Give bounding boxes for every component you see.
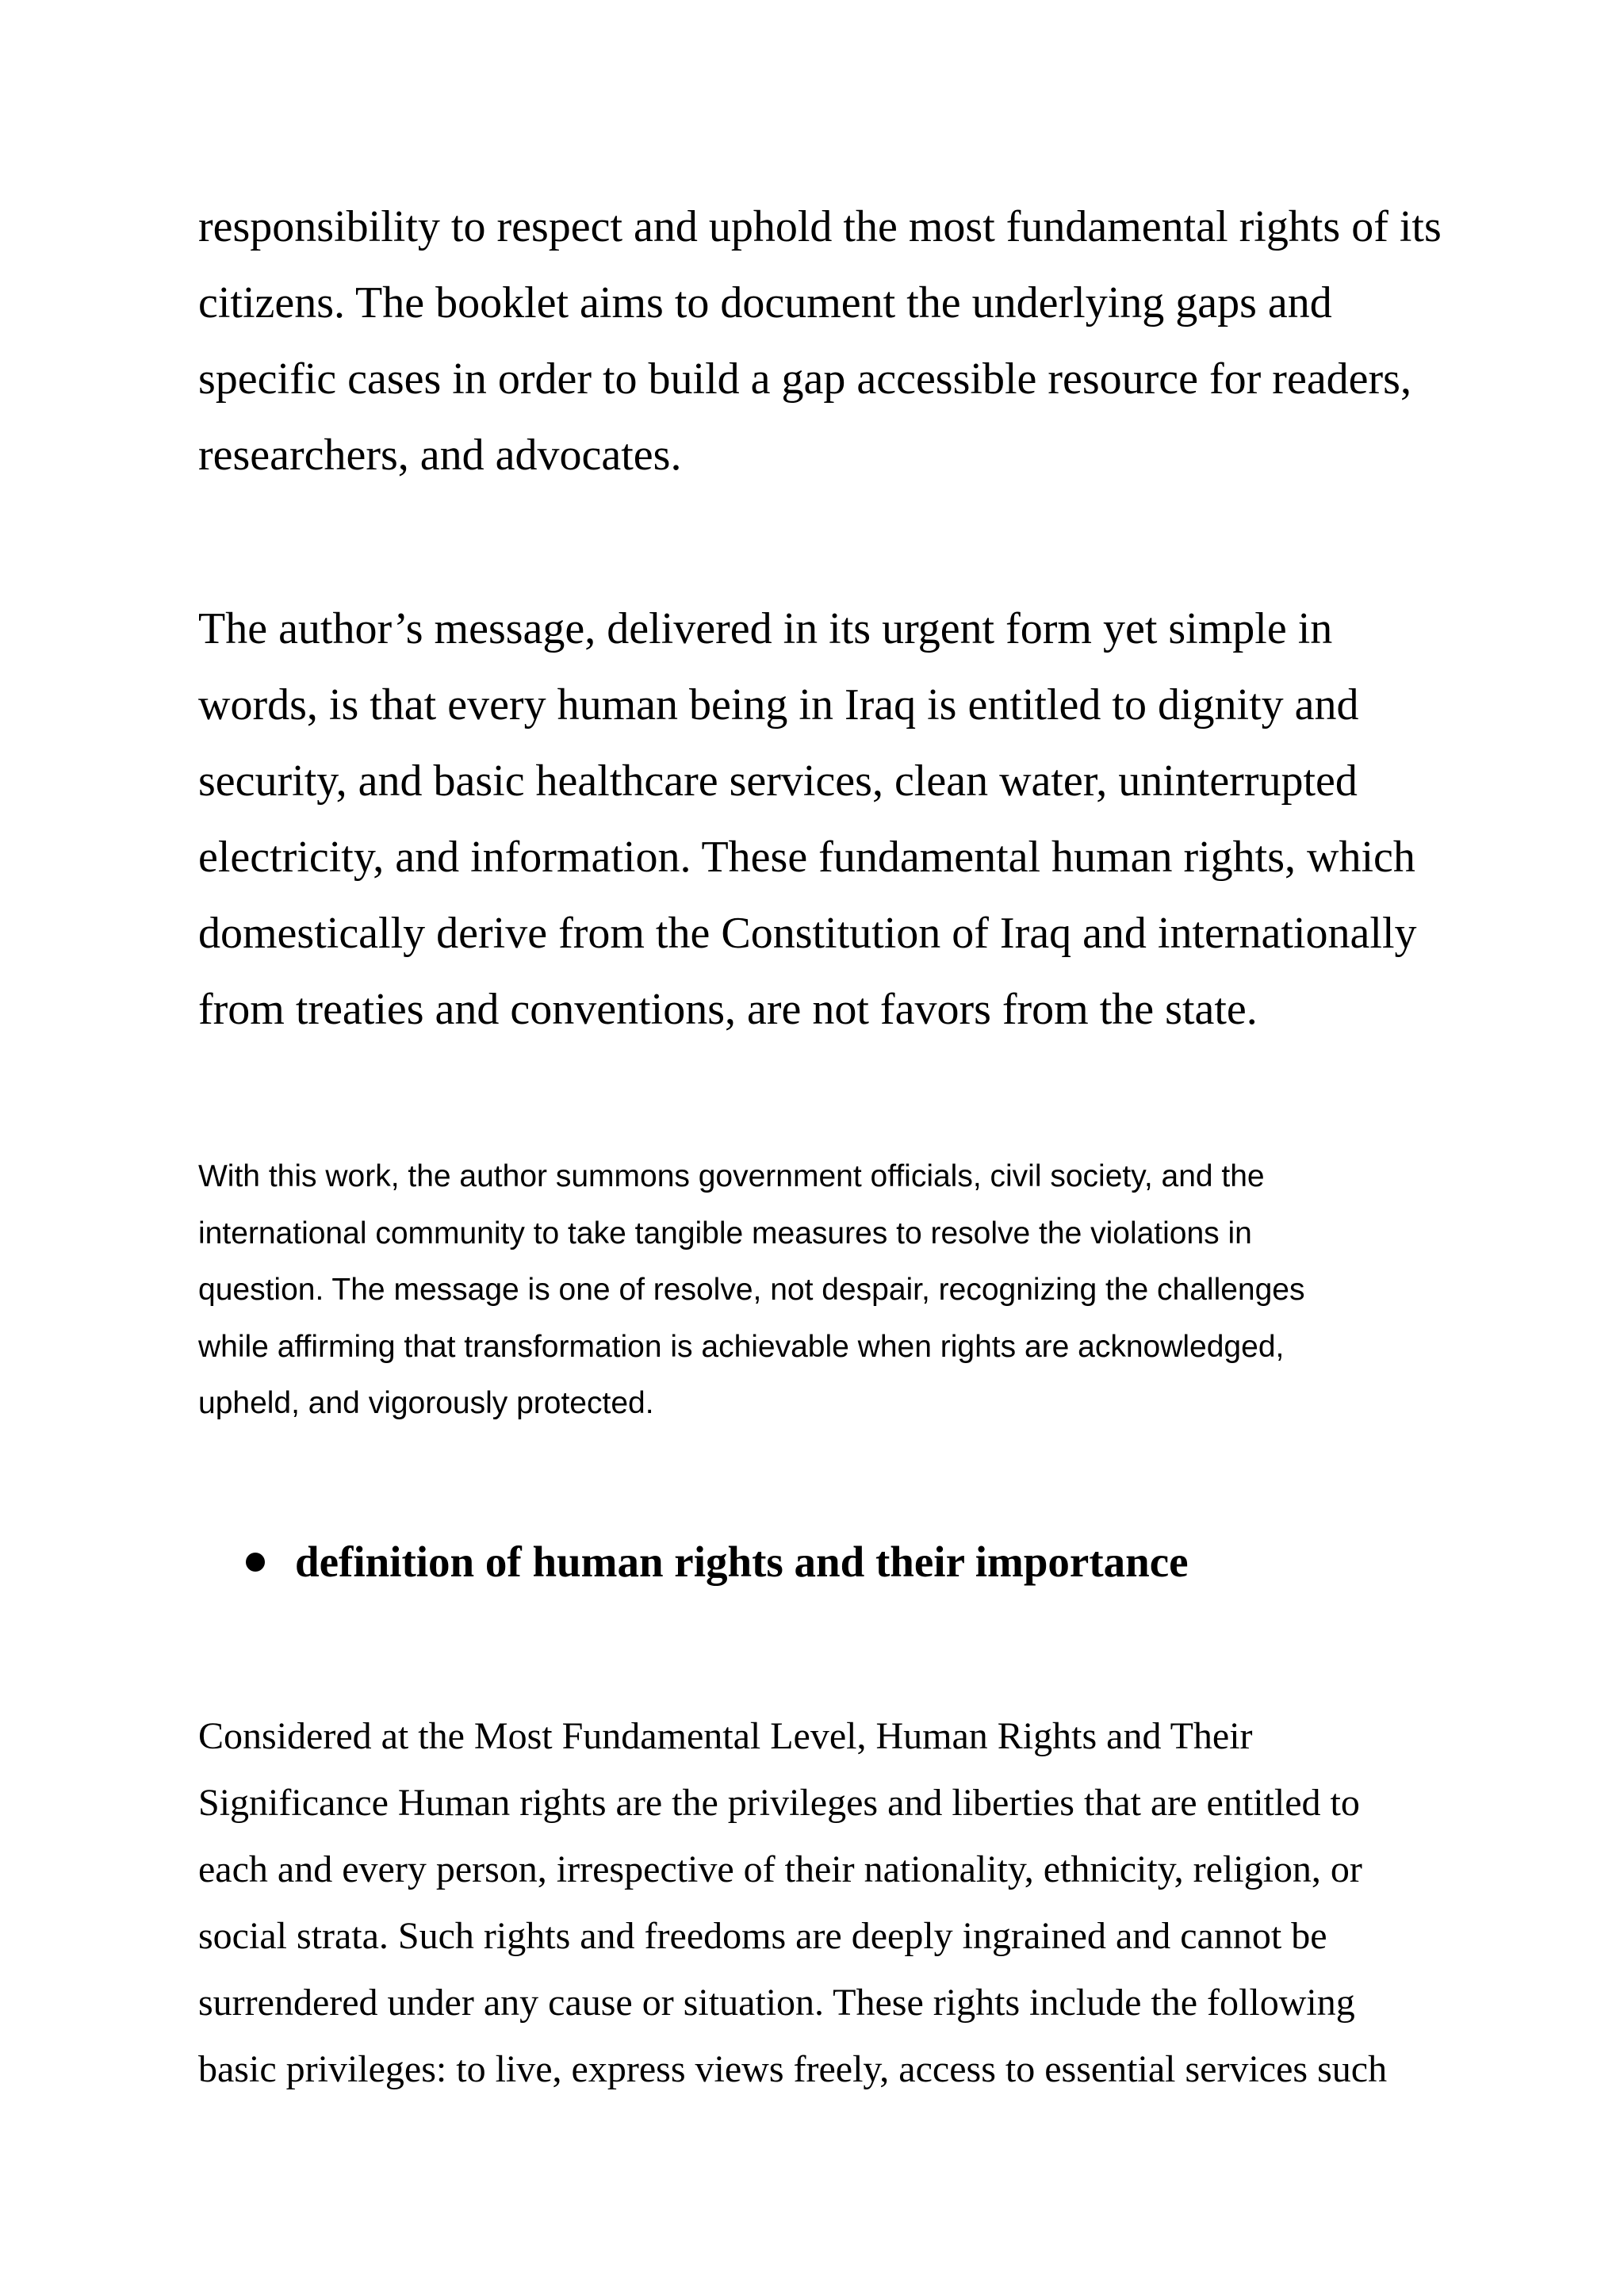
call-to-action-paragraph xyxy=(198,1148,1451,1432)
text-line: basic privileges: to live, express views freely, access to essential services such xyxy=(198,2048,1388,2090)
text-line: social strata. Such rights and freedoms are deeply ingrained and cannot be xyxy=(198,1915,1327,1957)
text-line: from treaties and conventions, are not favors from the state. xyxy=(198,985,1258,1034)
text-line: question. The message is one of resolve, not despair, recognizing the challenges xyxy=(198,1273,1305,1307)
text-line: upheld, and vigorously protected. xyxy=(198,1386,654,1420)
text-line: Considered at the Most Fundamental Level, Human Rights and Their xyxy=(198,1715,1253,1757)
text-line: international community to take tangible measures to resolve the violations in xyxy=(198,1216,1252,1250)
text-line: surrendered under any cause or situation. These rights include the following xyxy=(198,1982,1355,2024)
text-line: while affirming that transformation is achievable when rights are acknowledged, xyxy=(198,1329,1285,1364)
text-line: words, is that every human being in Iraq is entitled to dignity and xyxy=(198,680,1359,730)
definition-paragraph xyxy=(198,1703,1451,2103)
section-heading xyxy=(246,1530,1189,1594)
text-line: domestically derive from the Constitution of Iraq and internationally xyxy=(198,909,1417,958)
bullet-icon xyxy=(246,1553,265,1572)
text-line: Significance Human rights are the privileges and liberties that are entitled to xyxy=(198,1782,1360,1824)
text-line: responsibility to respect and uphold the most fundamental rights of its xyxy=(198,202,1442,251)
text-line: security, and basic healthcare services, clean water, uninterrupted xyxy=(198,756,1358,806)
text-line: each and every person, irrespective of their nationality, ethnicity, religion, or xyxy=(198,1848,1362,1890)
text-line: electricity, and information. These fundamental human rights, which xyxy=(198,833,1415,882)
text-line: specific cases in order to build a gap accessible resource for readers, xyxy=(198,354,1411,404)
author-message-paragraph xyxy=(198,591,1451,1047)
text-line: The author’s message, delivered in its urgent form yet simple in xyxy=(198,604,1333,653)
text-line: researchers, and advocates. xyxy=(198,431,682,480)
text-line: citizens. The booklet aims to document the underlying gaps and xyxy=(198,278,1332,327)
text-line: With this work, the author summons government officials, civil society, and the xyxy=(198,1159,1265,1193)
intro-paragraph-continued xyxy=(198,189,1451,493)
section-heading-text: definition of human rights and their importance xyxy=(295,1538,1189,1586)
